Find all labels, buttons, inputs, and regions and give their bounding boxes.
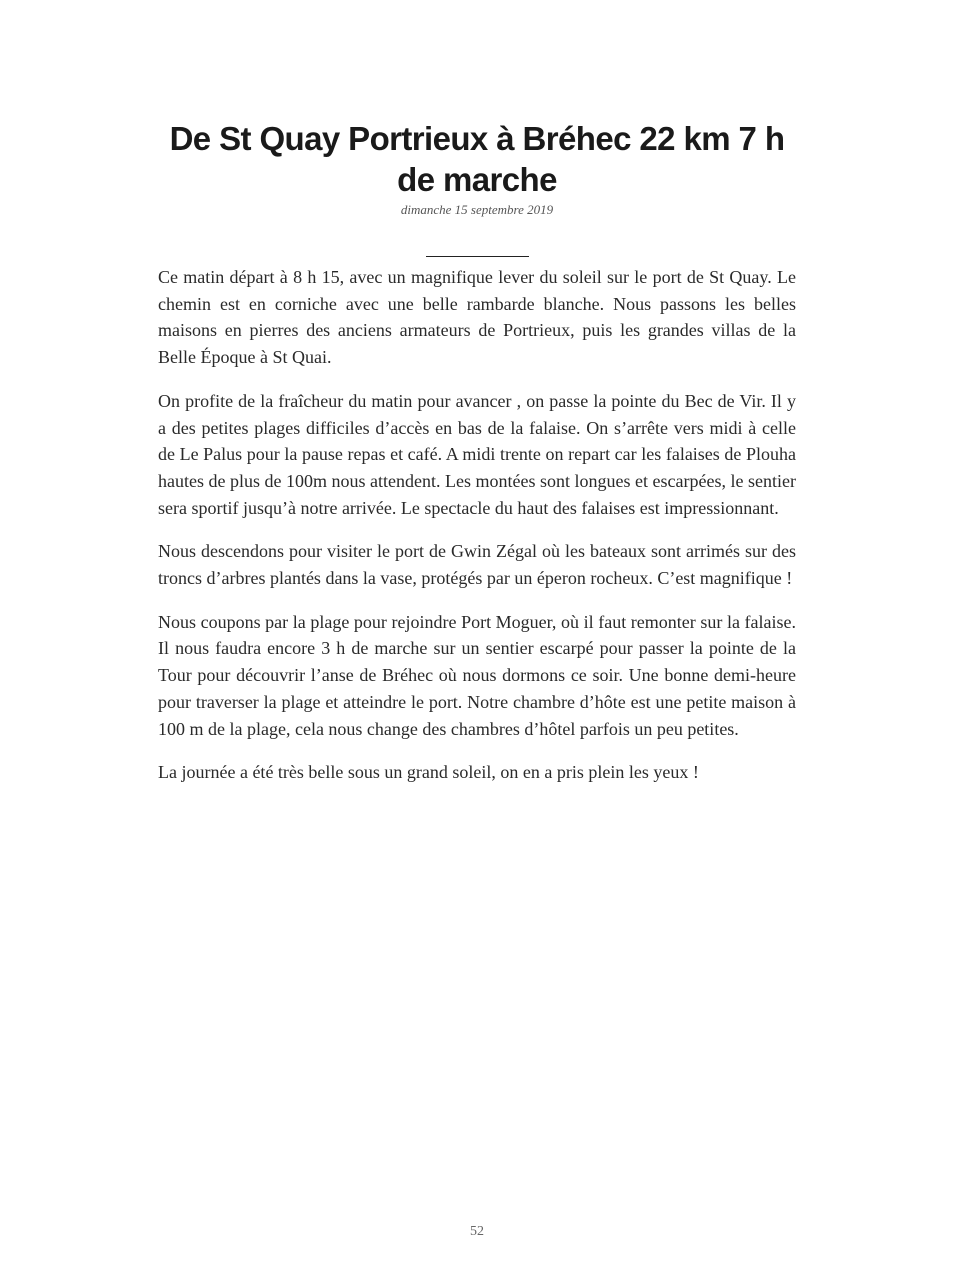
article-body [158,264,796,803]
post-date: dimanche 15 septembre 2019 [400,202,554,217]
paragraph: Nous descendons pour visiter le port de Gwin Zégal où les bateaux sont arrimés sur des troncs d’arbres plantés dans la vase, protégés par un éperon rocheux. C’est magnifique ! [158,541,796,589]
title-separator [426,256,529,257]
page-number: 52 [470,1224,484,1239]
paragraph: Nous coupons par la plage pour rejoindre Port Moguer, où il faut remonter sur la falaise. Il nous faudra encore 3 h de marche sur un sentier escarpé pour passer la pointe de la Tour pour découvrir l’anse de Bréhec où nous dormons ce soir. Une bonne demi-heure pour traverser la plage et atteindre le port. Notre chambre d’hôte est une petite maison à 100 m de la plage, cela nous change des chambres d’hôtel parfois un peu petites. [158,611,796,739]
paragraph: On profite de la fraîcheur du matin pour avancer , on passe la pointe du Bec de Vir. Il y a des petites plages difficiles d’accès en bas de la falaise. On s’arrête vers midi à celle de Le Palus pour la pause repas et café. A midi trente on repart car les falaises de Plouha hautes de plus de 100m nous attendent. Les montées sont longues et escarpées, le sentier sera sportif jusqu’à notre arrivée. Le spectacle du haut des falaises est impressionnant. [158,390,796,518]
paragraph: Ce matin départ à 8 h 15, avec un magnifique lever du soleil sur le port de St Quay. Le chemin est en corniche avec une belle rambarde blanche. Nous passons les belles maisons en pierres des anciens armateurs de Portrieux, puis les grandes villas de la Belle Époque à St Quai. [158,267,796,368]
paragraph: La journée a été très belle sous un grand soleil, on en a pris plein les yeux ! [158,762,699,783]
page-title: De St Quay Portrieux à Bréhec 22 km 7 h de marche [169,120,785,198]
